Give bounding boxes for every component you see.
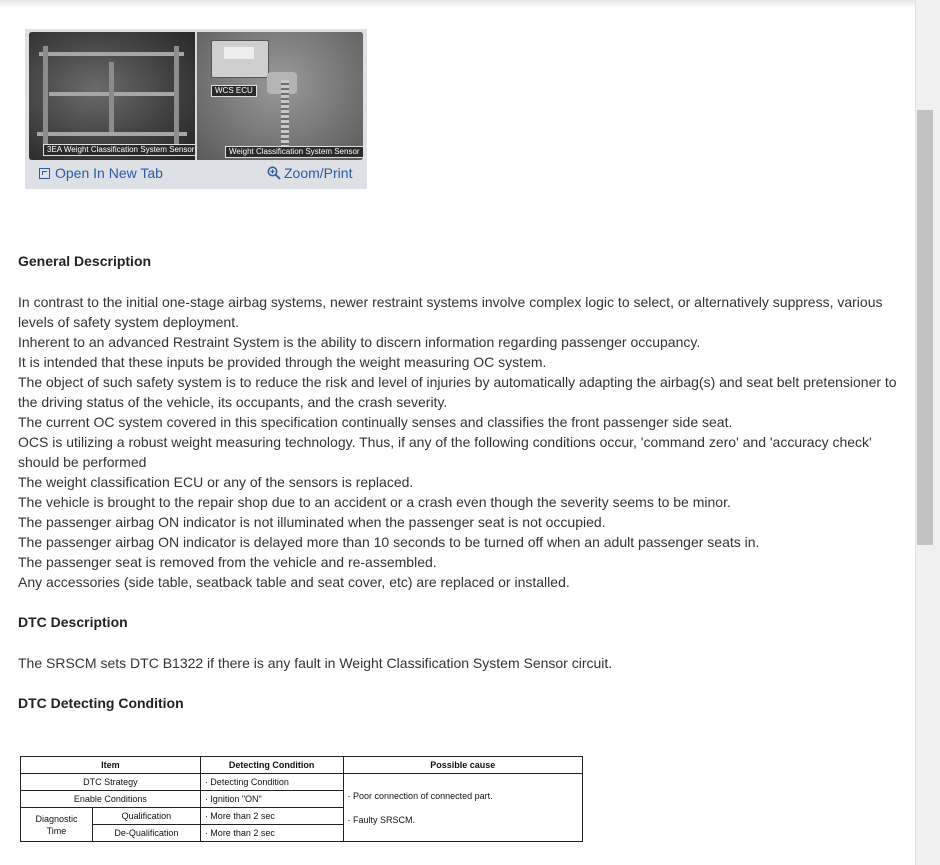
item-cell: De-Qualification [92, 825, 200, 842]
dtc-detecting-heading: DTC Detecting Condition [18, 695, 184, 711]
dtc-description-heading: DTC Description [18, 614, 128, 630]
item-cell: DTC Strategy [21, 774, 201, 791]
condition-cell: · Ignition "ON" [200, 791, 343, 808]
condition-cell: · More than 2 sec [200, 825, 343, 842]
condition-cell: · More than 2 sec [200, 808, 343, 825]
header-item: Item [21, 757, 201, 774]
description-line: The passenger airbag ON indicator is not illuminated when the passenger seat is not occupied. [18, 514, 606, 530]
general-description-heading: General Description [18, 253, 152, 269]
item-cell: Qualification [92, 808, 200, 825]
condition-cell: · Detecting Condition [200, 774, 343, 791]
zoom-icon [267, 166, 281, 180]
header-possible-cause: Possible cause [343, 757, 582, 774]
dtc-description-text: The SRSCM sets DTC B1322 if there is any fault in Weight Classification System Sensor circuit. [18, 655, 613, 671]
open-new-tab-link[interactable] [39, 162, 163, 184]
vertical-scrollbar-thumb[interactable] [917, 110, 933, 545]
description-line: It is intended that these inputs be provided through the weight measuring OC system. [18, 354, 547, 370]
seat-frame-photo [29, 32, 195, 160]
ecu-photo [197, 32, 363, 160]
diagnostic-time-cell: Diagnostic Time [21, 808, 93, 842]
possible-cause-cell [343, 774, 582, 842]
open-new-tab-label: Open In New Tab [55, 165, 163, 181]
caption-left: 3EA Weight Classification System Sensor [43, 144, 198, 156]
description-line: The weight classification ECU or any of the sensors is replaced. [18, 474, 414, 490]
description-line: The object of such safety system is to reduce the risk and level of injuries by automatically adapting the airbag(s) and seat belt pretensioner to the driving status of the vehicle, its occupants, and the crash severity. [18, 374, 897, 410]
possible-cause-line: · Poor connection of connected part. [347, 790, 493, 801]
dtc-condition-table [20, 756, 583, 840]
zoom-print-link[interactable] [267, 162, 352, 184]
open-new-tab-icon [39, 168, 50, 179]
general-description-body [18, 292, 908, 592]
table-row [21, 774, 583, 791]
description-line: In contrast to the initial one-stage airbag systems, newer restraint systems involve complex logic to select, or alternatively suppress, various levels of safety system deployment. [18, 294, 883, 330]
description-line: The current OC system covered in this specification continually senses and classifies the front passenger side seat. [18, 414, 733, 430]
header-detecting-condition: Detecting Condition [200, 757, 343, 774]
description-line: The vehicle is brought to the repair shop due to an accident or a crash even though the severity seems to be minor. [18, 494, 731, 510]
sensor-photo[interactable] [29, 32, 363, 160]
figure-panel [25, 29, 367, 189]
top-shadow [0, 0, 915, 8]
item-cell: Enable Conditions [21, 791, 201, 808]
ecu-unit [211, 40, 269, 78]
description-line: Inherent to an advanced Restraint System is the ability to discern information regarding passenger occupancy. [18, 334, 701, 350]
caption-ecu: WCS ECU [211, 85, 257, 97]
description-line: Any accessories (side table, seatback table and seat cover, etc) are replaced or installed. [18, 574, 570, 590]
caption-right: Weight Classification System Sensor [225, 146, 363, 158]
description-line: The passenger seat is removed from the vehicle and re-assembled. [18, 554, 437, 570]
zoom-print-label: Zoom/Print [284, 165, 353, 181]
possible-cause-line: · Faulty SRSCM. [347, 814, 416, 825]
description-line: The passenger airbag ON indicator is delayed more than 10 seconds to be turned off when an adult passenger seats in. [18, 534, 760, 550]
description-line: OCS is utilizing a robust weight measuring technology. Thus, if any of the following conditions occur, 'command zero' and 'accuracy check' should be performed [18, 434, 872, 470]
table-header-row [21, 757, 583, 774]
